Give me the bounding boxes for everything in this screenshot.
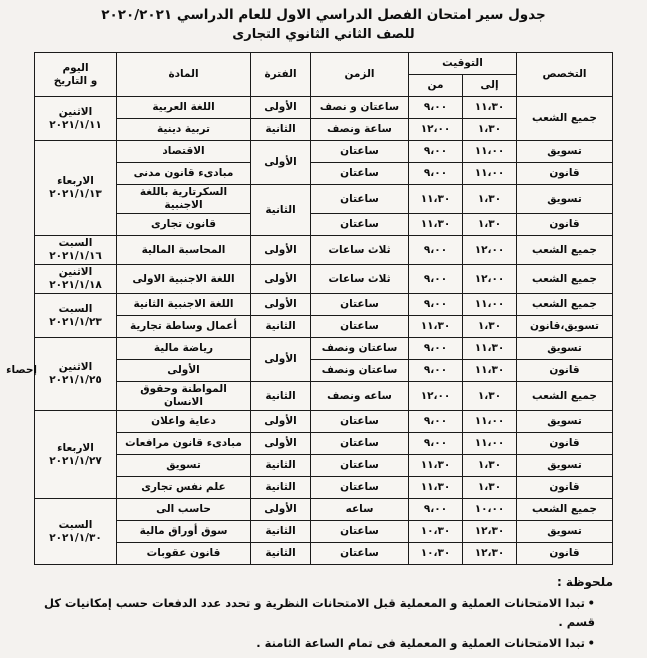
cell-time-from: ١٢،٠٠ [409, 119, 463, 141]
cell-specialization: جميع الشعب [517, 236, 613, 265]
table-row [35, 455, 613, 477]
cell-specialization: جميع الشعب [517, 97, 613, 141]
cell-subject: رياضة مالية [117, 338, 251, 360]
cell-duration: ساعتان [311, 455, 409, 477]
cell-period: الأولى [251, 141, 311, 185]
cell-time-from: ٩،٠٠ [409, 265, 463, 294]
cell-period: الأولى [251, 265, 311, 294]
cell-duration: ثلاث ساعات [311, 236, 409, 265]
cell-subject: سوق أوراق مالية [117, 521, 251, 543]
cell-time-from: ٩،٠٠ [409, 338, 463, 360]
cell-specialization: تسويق [517, 338, 613, 360]
cell-subject: الاقتصاد [117, 141, 251, 163]
cell-duration: ساعتان ونصف [311, 360, 409, 382]
header-timing-from: من [409, 75, 463, 97]
cell-time-to: ١١،٠٠ [463, 163, 517, 185]
cell-day-date: الاربعاء ٢٠٢١/١/٢٧ [35, 411, 117, 499]
cell-time-from: ٩،٠٠ [409, 97, 463, 119]
cell-subject: اللغة الاجنبية الاولى [117, 265, 251, 294]
cell-time-from: ١١،٣٠ [409, 316, 463, 338]
header-subject: المادة [117, 53, 251, 97]
cell-subject: دعاية واعلان [117, 411, 251, 433]
header-timing: التوقيت [409, 53, 517, 75]
bullet-icon: • [587, 596, 595, 610]
cell-specialization: جميع الشعب [517, 294, 613, 316]
table-row [35, 477, 613, 499]
cell-specialization: قانون [517, 163, 613, 185]
cell-time-to: ١٢،٣٠ [463, 521, 517, 543]
cell-time-to: ١٢،٠٠ [463, 236, 517, 265]
cell-duration: ساعتان [311, 294, 409, 316]
cell-period: الأولى [251, 97, 311, 119]
cell-duration: ساعتان [311, 521, 409, 543]
notes-section [34, 573, 613, 653]
notes-list [34, 594, 613, 653]
cell-duration: ساعتان [311, 214, 409, 236]
cell-duration: ساعه ونصف [311, 382, 409, 411]
bullet-icon: • [587, 636, 595, 650]
cell-specialization: قانون [517, 360, 613, 382]
cell-time-to: ١٠،٠٠ [463, 499, 517, 521]
cell-duration: ساعتان و نصف [311, 97, 409, 119]
note-item: •تبدا الامتحانات العملية و المعملية قبل الامتحانات النظرية و تحدد عدد الدفعات حسب إمكانيات كل قسم . [43, 596, 595, 629]
header-timing-to: إلى [463, 75, 517, 97]
cell-time-to: ١٢،٣٠ [463, 543, 517, 565]
table-row [35, 316, 613, 338]
cell-time-to: ١،٣٠ [463, 477, 517, 499]
table-row [35, 411, 613, 433]
cell-time-to: ١،٣٠ [463, 455, 517, 477]
cell-day-date: الاثنين ٢٠٢١/١/١١ [35, 97, 117, 141]
page-title: جدول سير امتحان الفصل الدراسي الاول للعام الدراسي ٢٠٢٠/٢٠٢١ [101, 7, 546, 23]
cell-time-to: ١،٣٠ [463, 119, 517, 141]
cell-subject: تسويق [117, 455, 251, 477]
header-duration: الزمن [311, 53, 409, 97]
cell-specialization: قانون [517, 214, 613, 236]
cell-specialization: تسويق [517, 185, 613, 214]
cell-duration: ساعتان [311, 185, 409, 214]
cell-subject: أعمال وساطة تجارية [117, 316, 251, 338]
cell-specialization: تسويق [517, 141, 613, 163]
cell-time-to: ١٢،٠٠ [463, 265, 517, 294]
table-row [35, 185, 613, 214]
cell-subject: مبادىء قانون مرافعات [117, 433, 251, 455]
cell-time-from: ٩،٠٠ [409, 294, 463, 316]
cell-duration: ساعتان [311, 477, 409, 499]
cell-time-from: ٩،٠٠ [409, 499, 463, 521]
cell-period: الأولى [251, 499, 311, 521]
cell-time-from: ٩،٠٠ [409, 411, 463, 433]
cell-period: الأولى [251, 411, 311, 433]
cell-period: الثانية [251, 543, 311, 565]
table-row [35, 97, 613, 119]
cell-specialization: جميع الشعب [517, 499, 613, 521]
cell-subject: تربية دينية [117, 119, 251, 141]
cell-time-to: ١١،٠٠ [463, 411, 517, 433]
cell-time-to: ١١،٣٠ [463, 338, 517, 360]
cell-duration: ساعة ونصف [311, 119, 409, 141]
cell-specialization: قانون [517, 477, 613, 499]
cell-period: الأولى [251, 433, 311, 455]
cell-duration: ساعتان [311, 433, 409, 455]
cell-period: الثانية [251, 316, 311, 338]
cell-duration: ساعتان [311, 163, 409, 185]
cell-specialization: جميع الشعب [517, 382, 613, 411]
cell-period: الثانية [251, 455, 311, 477]
cell-duration: ساعه [311, 499, 409, 521]
cell-specialization: قانون [517, 543, 613, 565]
table-row [35, 499, 613, 521]
cell-subject: السكرتارية باللغة الاجنبية [117, 185, 251, 214]
table-row [35, 141, 613, 163]
cell-time-from: ١٢،٠٠ [409, 382, 463, 411]
cell-period: الأولى [251, 294, 311, 316]
cell-time-to: ١،٣٠ [463, 382, 517, 411]
cell-day-date: السبت ٢٠٢١/١/٢٣ [35, 294, 117, 338]
table-row [35, 265, 613, 294]
cell-time-to: ١١،٠٠ [463, 294, 517, 316]
page-subtitle: للصف الثاني الثانوي التجارى [232, 27, 415, 42]
cell-time-from: ١١،٣٠ [409, 185, 463, 214]
cell-specialization: تسويق [517, 521, 613, 543]
cell-time-from: ٩،٠٠ [409, 141, 463, 163]
cell-specialization: تسويق [517, 411, 613, 433]
cell-specialization: تسويق،قانون [517, 316, 613, 338]
cell-duration: ثلاث ساعات [311, 265, 409, 294]
header-day-date: اليوم و التاريخ [35, 53, 117, 97]
cell-period: الثانية [251, 382, 311, 411]
cell-subject: مبادىء قانون مدنى [117, 163, 251, 185]
cell-subject: اللغة الاجنبية الثانية [117, 294, 251, 316]
cell-specialization: جميع الشعب [517, 265, 613, 294]
table-row [35, 163, 613, 185]
document-header [0, 0, 647, 44]
cell-period: الثانية [251, 119, 311, 141]
cell-subject: المواطنة وحقوق الانسان [117, 382, 251, 411]
cell-subject: علم نفس تجارى [117, 477, 251, 499]
cell-subject: اللغة العربية [117, 97, 251, 119]
table-row [35, 543, 613, 565]
cell-time-to: ١،٣٠ [463, 185, 517, 214]
cell-duration: ساعتان ونصف [311, 338, 409, 360]
table-header-row [35, 53, 613, 75]
cell-time-from: ٩،٠٠ [409, 433, 463, 455]
cell-subject: قانون تجارى [117, 214, 251, 236]
notes-heading: ملحوظة : [556, 575, 613, 589]
table-row [35, 236, 613, 265]
cell-time-from: ١١،٣٠ [409, 477, 463, 499]
cell-duration: ساعتان [311, 141, 409, 163]
cell-time-from: ٩،٠٠ [409, 163, 463, 185]
cell-subject: المحاسبة المالية [117, 236, 251, 265]
cell-time-from: ٩،٠٠ [409, 360, 463, 382]
cell-specialization: قانون [517, 433, 613, 455]
cell-duration: ساعتان [311, 543, 409, 565]
cell-specialization: تسويق [517, 455, 613, 477]
cell-time-to: ١١،٣٠ [463, 360, 517, 382]
cell-subject: حاسب الى [117, 499, 251, 521]
cell-period: الأولى [251, 236, 311, 265]
cell-time-from: ١٠،٣٠ [409, 543, 463, 565]
cell-time-to: ١١،٠٠ [463, 433, 517, 455]
cell-period: الثانية [251, 477, 311, 499]
table-row: قانون ١١،٣٠ ٩،٠٠ ساعتان ونصف الأولى إحصاء [35, 360, 613, 382]
cell-duration: ساعتان [311, 316, 409, 338]
header-specialization: التخصص [517, 53, 613, 97]
cell-time-to: ١،٣٠ [463, 214, 517, 236]
cell-time-from: ٩،٠٠ [409, 236, 463, 265]
cell-subject: قانون عقوبات [117, 543, 251, 565]
table-row [35, 214, 613, 236]
cell-time-to: ١،٣٠ [463, 316, 517, 338]
cell-day-date: الاثنين ٢٠٢١/١/٢٥ [35, 338, 117, 411]
cell-time-from: ١٠،٣٠ [409, 521, 463, 543]
cell-time-to: ١١،٠٠ [463, 141, 517, 163]
cell-day-date: السبت ٢٠٢١/١/٣٠ [35, 499, 117, 565]
cell-day-date: السبت ٢٠٢١/١/١٦ [35, 236, 117, 265]
cell-time-from: ١١،٣٠ [409, 214, 463, 236]
table-row [35, 382, 613, 411]
cell-period: الأولى [117, 360, 251, 382]
table-row [35, 521, 613, 543]
cell-period: الأولى [251, 338, 311, 382]
note-item: •تبدا الامتحانات العملية و المعملية فى تمام الساعة الثامنة . [34, 634, 595, 653]
cell-day-date: الاثنين ٢٠٢١/١/١٨ [35, 265, 117, 294]
cell-duration: ساعتان [311, 411, 409, 433]
cell-day-date: الاربعاء ٢٠٢١/١/١٣ [35, 141, 117, 236]
table-row [35, 294, 613, 316]
table-row [35, 433, 613, 455]
table-row [35, 338, 613, 360]
header-period: الفترة [251, 53, 311, 97]
cell-time-from: ١١،٣٠ [409, 455, 463, 477]
cell-period: الثانية [251, 185, 311, 236]
cell-period: الثانية [251, 521, 311, 543]
exam-schedule-table [6, 52, 613, 565]
cell-time-to: ١١،٣٠ [463, 97, 517, 119]
